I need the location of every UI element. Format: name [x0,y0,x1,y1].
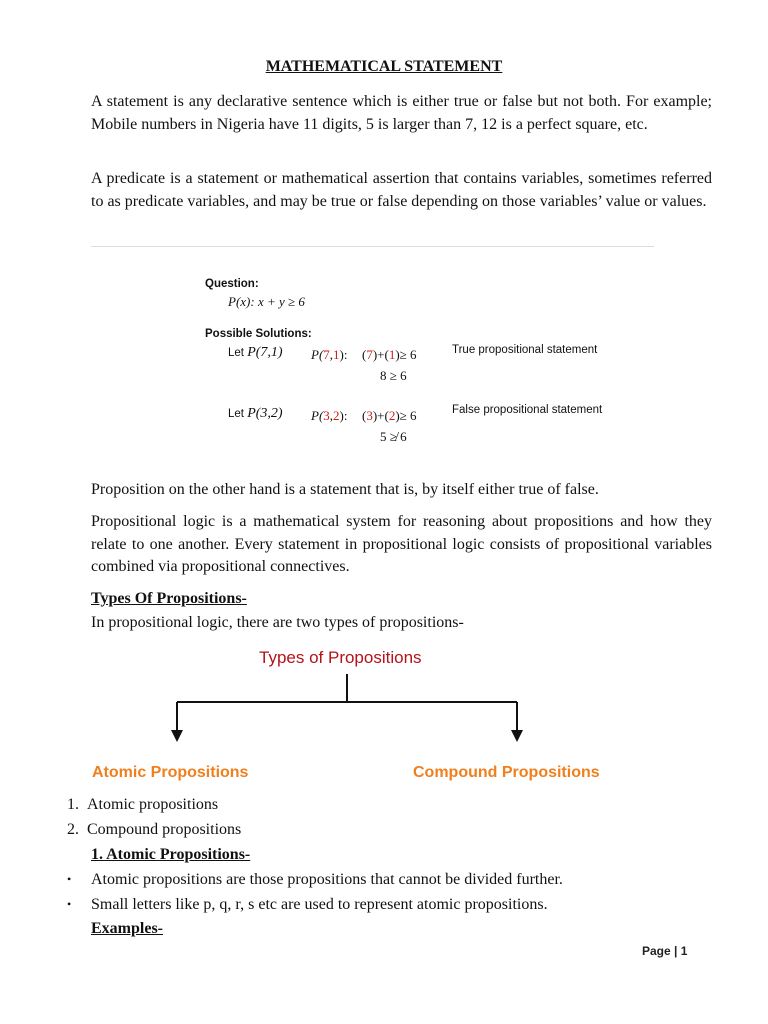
case2-arg1: 3 [323,408,330,423]
examples-heading: Examples- [91,920,163,937]
types-heading: Types Of Propositions- [91,590,247,607]
case2-let [228,406,283,422]
bullet-icon: • [67,872,72,886]
case2-result: 5 ≱ 6 [380,429,407,444]
question-label: Question: [205,278,259,290]
case2-verdict: False propositional statement [452,404,603,416]
diagram-root-label: Types of Propositions [259,648,422,667]
diagram-right-arrowhead [511,730,523,742]
diagram-left-arrowhead [171,730,183,742]
page-number: Page | 1 [642,944,688,958]
list-item: 1. Atomic propositions [67,796,219,813]
solutions-label: Possible Solutions: [205,328,312,340]
case1-verdict: True propositional statement [452,344,598,356]
case2-expression: P(3,2): [311,408,348,423]
predicate-paragraph: A predicate is a statement or mathematical assertion that contains variables, sometimes referred to as predicate variables, and may be true or false depending on those variables’ value or values. [91,170,712,210]
case1-arg1: 7 [323,347,330,362]
case1-let-word: Let [228,347,244,359]
case1-expression: P(7,1): [311,347,348,362]
atomic-heading: 1. Atomic Propositions- [91,846,251,863]
bullet-icon: • [67,897,72,911]
case2-let-word: Let [228,408,244,420]
case1-result: 8 ≥ 6 [380,368,407,383]
case1-arg2: 1 [333,347,340,362]
case1-let [228,345,283,361]
question-expression: P(x): x + y ≥ 6 [228,294,305,309]
list-item: 2. Compound propositions [67,821,242,838]
case2-arg2: 2 [333,408,340,423]
diagram-right-label: Compound Propositions [413,764,600,781]
page-title: MATHEMATICAL STATEMENT [265,58,503,75]
divider [91,246,654,247]
types-intro: In propositional logic, there are two types of propositions- [91,614,464,631]
proposition-paragraph: Proposition on the other hand is a statement that is, by itself either true of false. [91,481,599,498]
case2-sum: (3)+(2)≥ 6 [362,408,417,423]
bullet-item: • Small letters like p, q, r, s etc are used to represent atomic propositions. [67,896,548,913]
case1-sum: (7)+(1)≥ 6 [362,347,417,362]
bullet-item: • Atomic propositions are those propositions that cannot be divided further. [67,871,563,888]
diagram-left-label: Atomic Propositions [92,764,249,781]
case2-let-expr: P(3,2) [247,406,283,421]
statement-paragraph: A statement is any declarative sentence which is either true or false but not both. For example; Mobile numbers in Nigeria have 11 digits, 5 is larger than 7, 12 is a perfect square, etc. [91,93,712,133]
case1-let-expr: P(7,1) [247,345,283,360]
propositional-logic-paragraph: Propositional logic is a mathematical system for reasoning about propositions and how they relate to one another. Every statement in propositional logic consists of propositional variables combined via propositional connectives. [91,513,712,575]
diagram-connector [160,672,540,747]
